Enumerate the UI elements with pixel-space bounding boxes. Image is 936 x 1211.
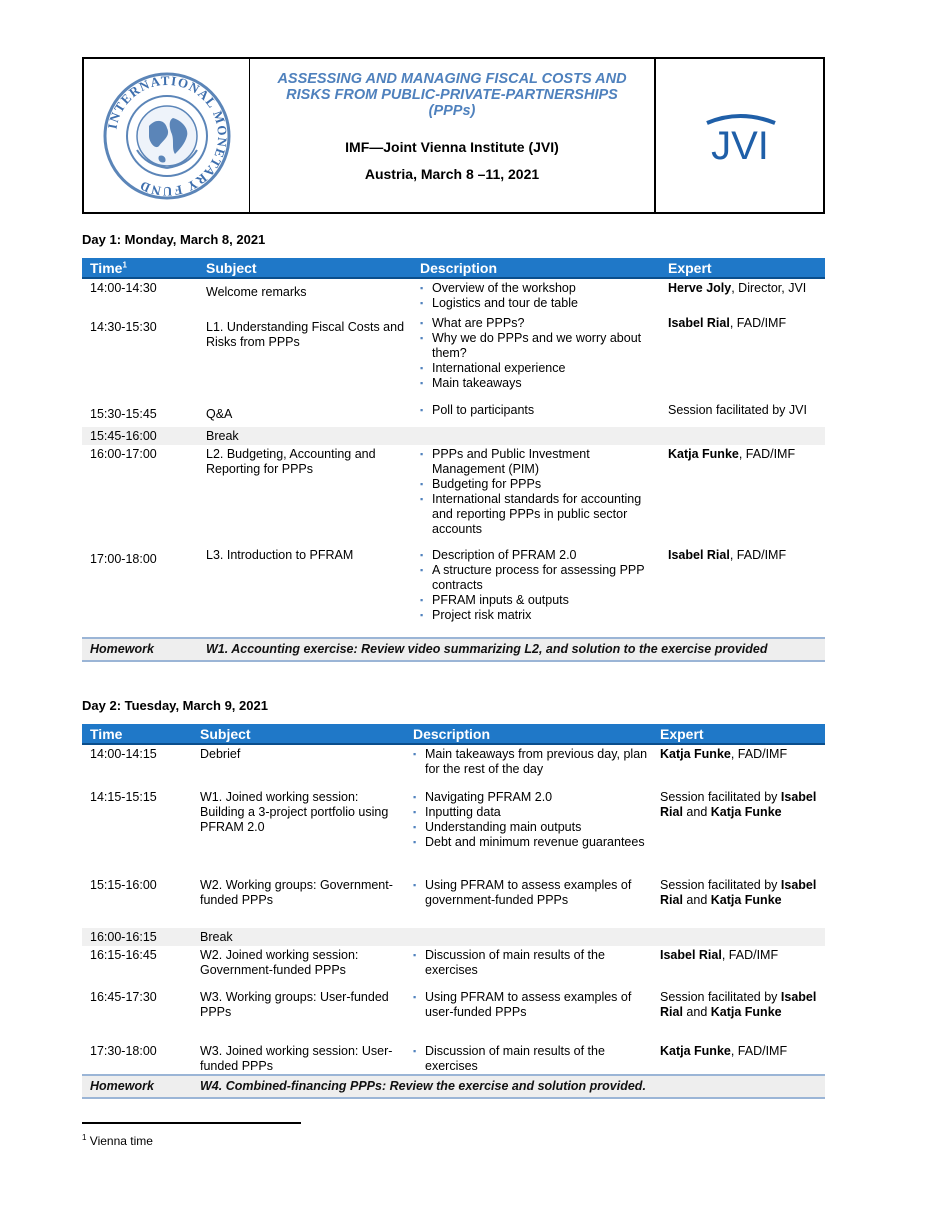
location-dates: Austria, March 8 –11, 2021: [364, 166, 540, 182]
session-subject: W3. Joined working session: User-funded PPPs: [200, 1044, 393, 1073]
table-row: 17:30-18:00 W3. Joined working session: User-funded PPPs ▪ Discussion of main results of the exercises Katja Funke, FAD/IMF: [82, 1042, 825, 1075]
col-subject: Subject: [192, 724, 405, 744]
session-subject: W1. Joined working session: Building a 3-project portfolio using PFRAM 2.0: [200, 790, 389, 834]
day1-heading: Day 1: Monday, March 8, 2021: [82, 232, 266, 247]
day2-heading: Day 2: Tuesday, March 9, 2021: [82, 698, 268, 713]
session-subject: Break: [192, 928, 405, 946]
table-row: 16:45-17:30 W3. Working groups: User-funded PPPs ▪ Using PFRAM to assess examples of user-funded PPPs Session facilitated by Isabel Rial and Katja Funke: [82, 988, 825, 1042]
session-time: 15:30-15:45: [90, 407, 157, 421]
day2-table: [82, 724, 825, 1099]
session-subject: Q&A: [206, 407, 233, 421]
jvi-logo-icon: [695, 101, 785, 171]
workshop-title: ASSESSING AND MANAGING FISCAL COSTS AND RISKS FROM PUBLIC-PRIVATE-PARTNERSHIPS (PPPs): [277, 71, 627, 119]
session-time: 14:00-14:30: [90, 281, 157, 295]
session-time: 14:00-14:15: [90, 747, 157, 761]
session-subject: L2. Budgeting, Accounting and Reporting for PPPs: [206, 447, 376, 476]
session-subject: L1. Understanding Fiscal Costs and Risks from PPPs: [206, 320, 405, 349]
col-time: Time: [82, 724, 192, 744]
table-row: [82, 427, 825, 445]
day1-table: [82, 258, 825, 662]
table-row: 17:00-18:00 L3. Introduction to PFRAM ▪ Description of PFRAM 2.0 ▪ A structure process for assessing PPP contracts ▪ PFRAM inputs & outputs ▪ Project risk matrix Isabel Rial, FAD/IMF: [82, 546, 825, 638]
session-subject: L3. Introduction to PFRAM: [206, 548, 354, 562]
session-time: 17:00-18:00: [90, 552, 157, 566]
table-row: 16:00-17:00 L2. Budgeting, Accounting and Reporting for PPPs ▪ PPPs and Public Investment Management (PIM) ▪ Budgeting for PPPs ▪ International standards for accounting and reporting PPPs in public sector accounts Katja Funke, FAD/IMF: [82, 445, 825, 546]
homework-row: Homework W1. Accounting exercise: Review video summarizing L2, and solution to the exercise provided: [82, 638, 825, 661]
session-time: 16:15-16:45: [90, 948, 157, 962]
session-time: 16:45-17:30: [90, 990, 157, 1004]
session-subject: W2. Joined working session: Government-funded PPPs: [200, 948, 359, 977]
header-box: [82, 57, 825, 214]
table-row: 15:30-15:45 Q&A ▪ Poll to participants Session facilitated by JVI: [82, 401, 825, 427]
table-header: [82, 724, 825, 744]
session-subject: W3. Working groups: User-funded PPPs: [200, 990, 389, 1019]
session-time: 16:00-17:00: [90, 447, 157, 461]
imf-seal: [84, 59, 250, 212]
session-time: 15:45-16:00: [82, 427, 198, 445]
col-description: Description: [405, 724, 652, 744]
jvi-logo: [656, 59, 823, 212]
homework-row: Homework W4. Combined-financing PPPs: Review the exercise and solution provided.: [82, 1075, 825, 1098]
table-header: [82, 258, 825, 278]
col-expert: Expert: [660, 258, 825, 278]
svg-text:INTERNATIONAL MONETARY FUND: INTERNATIONAL MONETARY FUND: [104, 72, 230, 199]
table-row: 14:00-14:15 Debrief ▪ Main takeaways from previous day, plan for the rest of the day Katja Funke, FAD/IMF: [82, 744, 825, 788]
session-subject: Break: [198, 427, 412, 445]
table-row: 15:15-16:00 W2. Working groups: Government-funded PPPs ▪ Using PFRAM to assess examples of government-funded PPPs Session facilitated by Isabel Rial and Katja Funke: [82, 876, 825, 928]
table-row: 16:15-16:45 W2. Joined working session: Government-funded PPPs ▪ Discussion of main results of the exercises Isabel Rial, FAD/IMF: [82, 946, 825, 988]
col-expert: Expert: [652, 724, 825, 744]
footnote: $^1$ Vienna time: [82, 1133, 153, 1148]
table-row: [82, 928, 825, 946]
col-time: Time$^1$: [82, 258, 198, 278]
session-time: 14:15-15:15: [90, 790, 157, 804]
session-subject: Debrief: [200, 747, 241, 761]
session-time: 17:30-18:00: [90, 1044, 157, 1058]
session-time: 15:15-16:00: [90, 878, 157, 892]
session-subject: Welcome remarks: [206, 285, 307, 299]
table-row: 14:00-14:30 Welcome remarks ▪ Overview of the workshop ▪ Logistics and tour de table Herve Joly, Director, JVI: [82, 278, 825, 314]
imf-seal-icon: [101, 70, 233, 202]
svg-text:JVI: JVI: [710, 123, 769, 168]
workshop-title-cell: [250, 59, 656, 212]
session-time: 14:30-15:30: [90, 320, 157, 334]
table-row: 14:30-15:30 L1. Understanding Fiscal Costs and Risks from PPPs ▪ What are PPPs? ▪ Why we do PPPs and we worry about them? ▪ International experience ▪ Main takeaways Isabel Rial, FAD/IMF: [82, 314, 825, 401]
organizer: IMF—Joint Vienna Institute (JVI): [345, 139, 559, 155]
col-description: Description: [412, 258, 660, 278]
col-subject: Subject: [198, 258, 412, 278]
session-time: 16:00-16:15: [82, 928, 192, 946]
table-row: 14:15-15:15 W1. Joined working session: Building a 3-project portfolio using PFRAM 2.0 ▪ Navigating PFRAM 2.0 ▪ Inputting data ▪ Understanding main outputs ▪ Debt and minimum revenue guarantees Session facilitated by Isabel Rial and Katja Funke: [82, 788, 825, 876]
footnote-separator: [82, 1122, 301, 1124]
session-subject: W2. Working groups: Government-funded PPPs: [200, 878, 393, 907]
